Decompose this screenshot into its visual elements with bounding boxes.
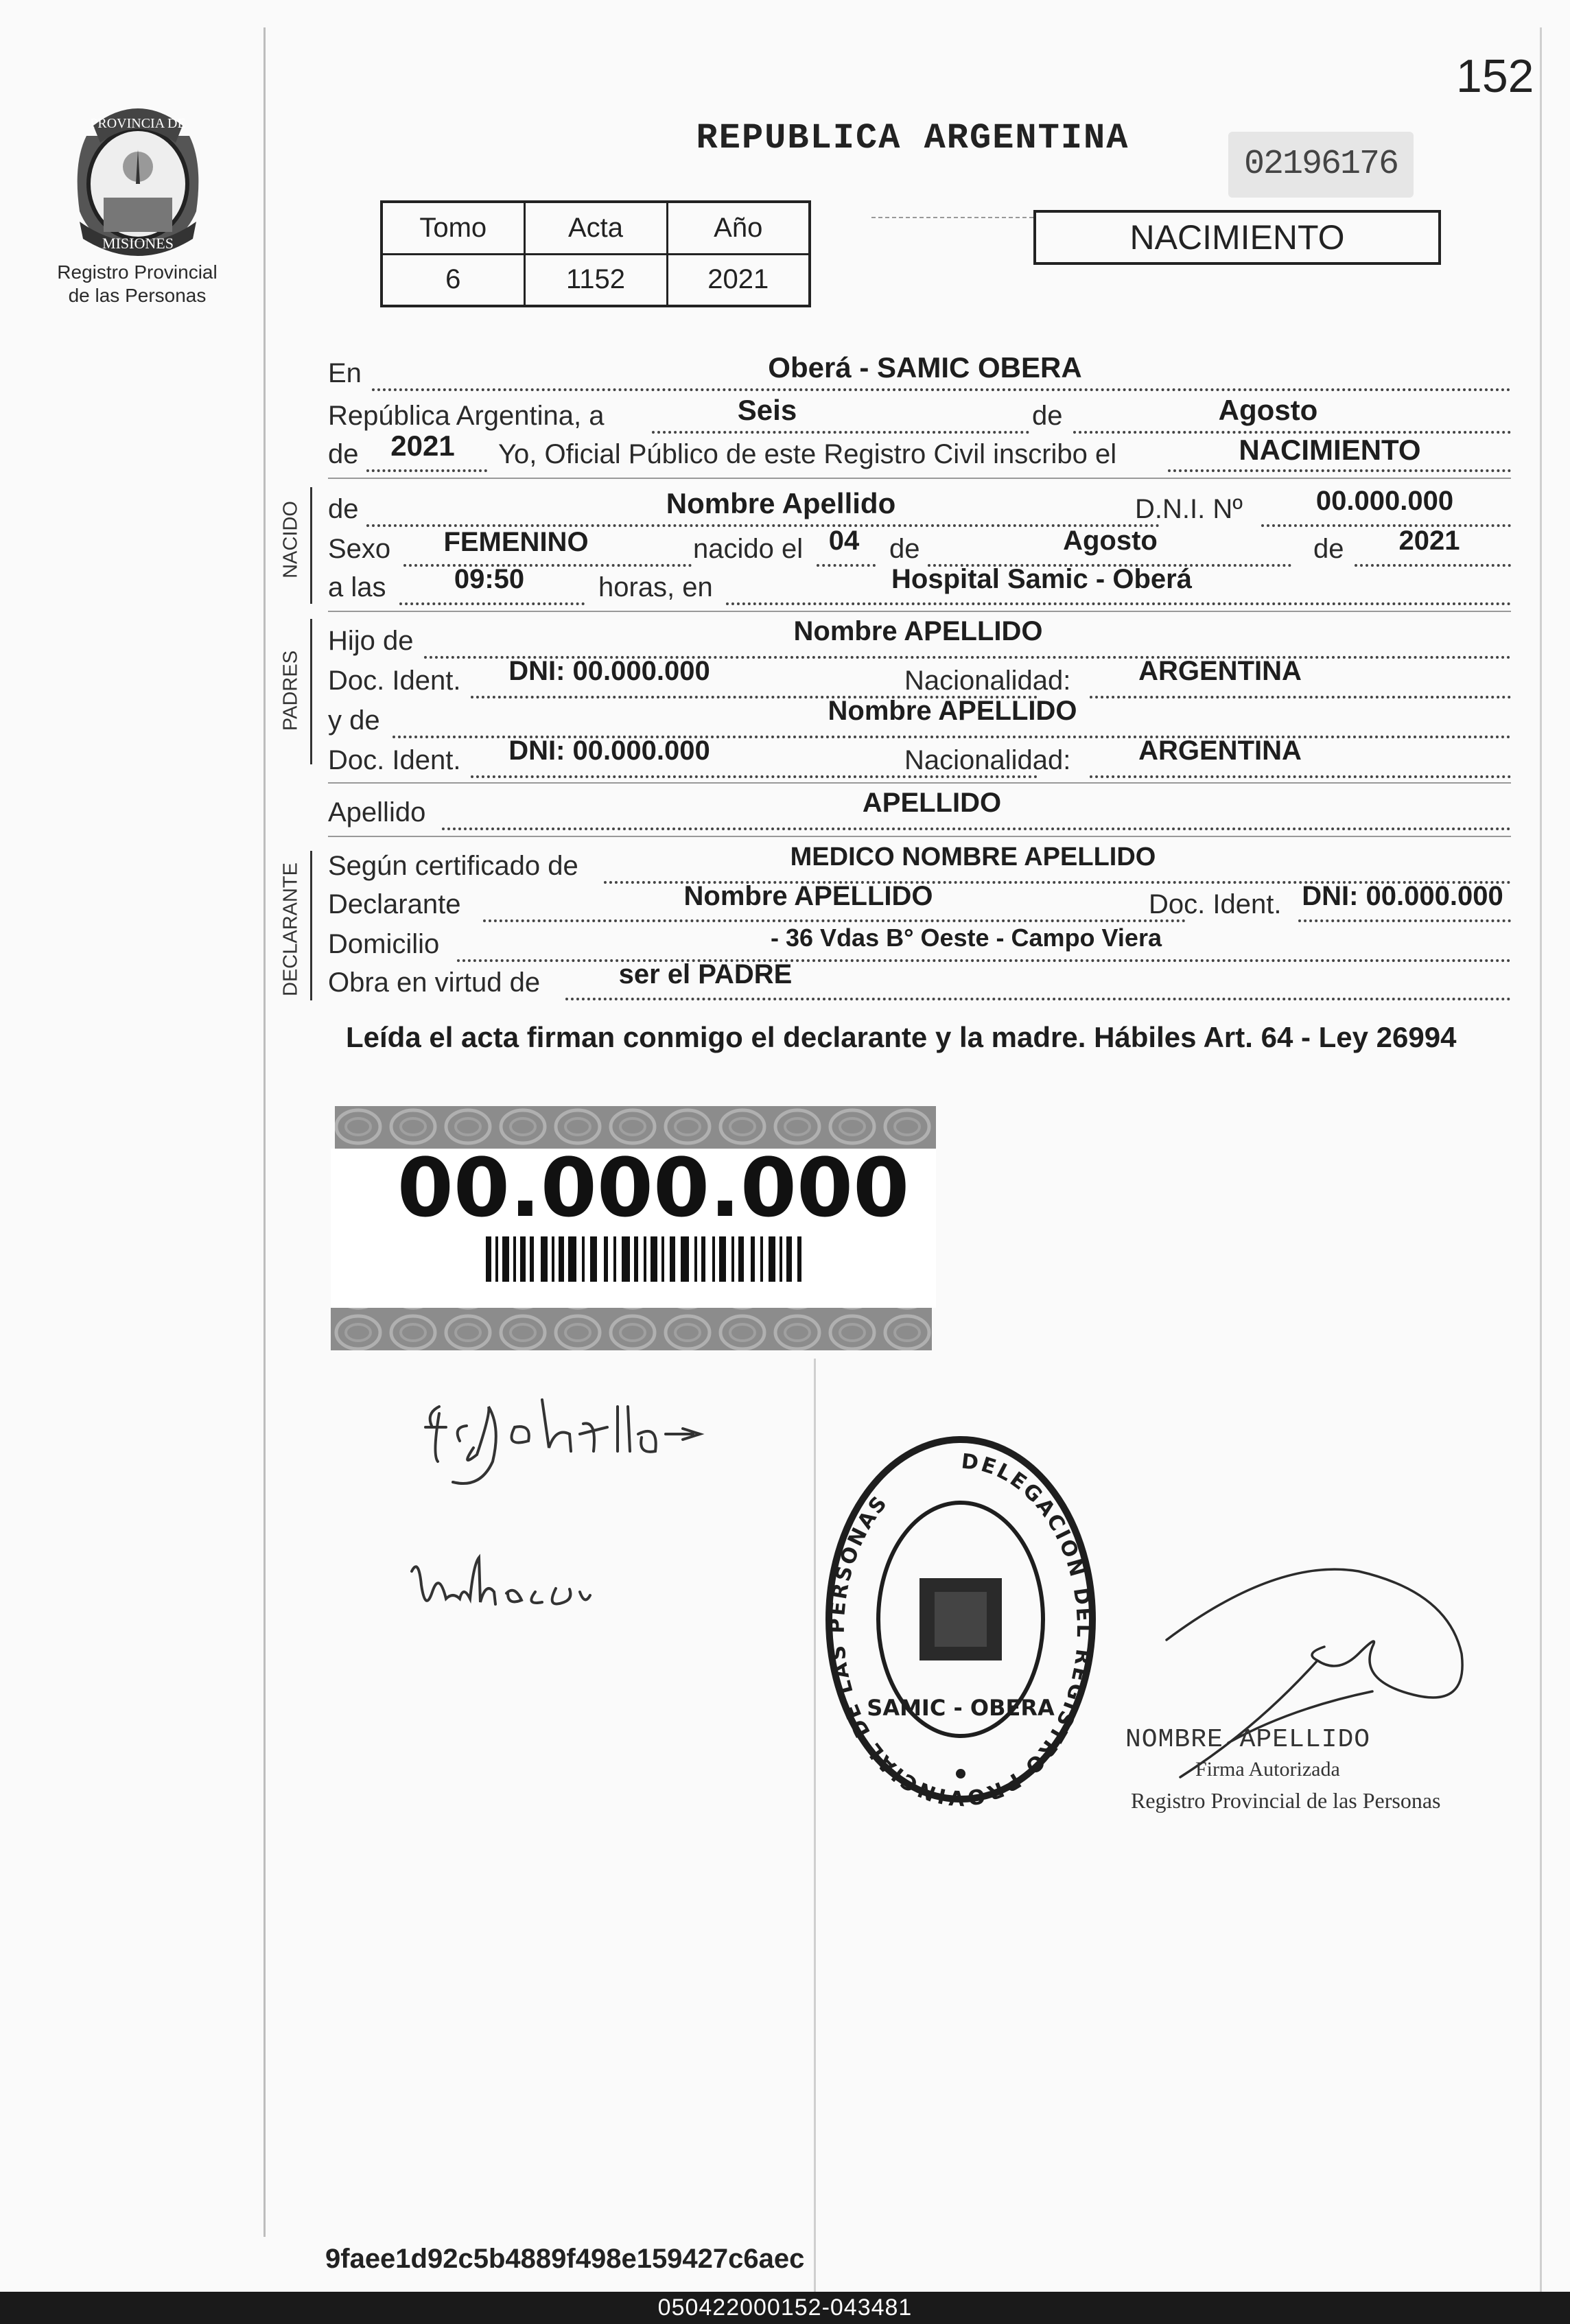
- label-doc-ident-declarante: Doc. Ident.: [1149, 889, 1282, 919]
- declarante-bar: [310, 851, 312, 1000]
- row-madre-doc: [328, 736, 1511, 781]
- dni-barcode-sticker: [331, 1106, 936, 1354]
- label-doc-ident-madre: Doc. Ident.: [328, 745, 461, 775]
- authorizer-role: Firma Autorizada: [1195, 1758, 1340, 1781]
- value-lugar-nac: Hospital Samic - Oberá: [891, 564, 1192, 594]
- padres-bar: [310, 619, 312, 764]
- dots-padre-nac: [1090, 696, 1511, 699]
- dots-anio: [366, 469, 487, 472]
- stamp-outer-text: DELEGACIÓN DEL REGISTRO PROVINCIAL DE LAS PERSONAS: [825, 1449, 1097, 1810]
- row-apellido: [328, 788, 1511, 833]
- authorizer-org: Registro Provincial de las Personas: [1131, 1788, 1441, 1813]
- declarante-signature: [412, 1386, 741, 1510]
- registry-line2: de las Personas: [68, 285, 207, 306]
- label-horas-en: horas, en: [598, 572, 713, 602]
- value-madre-nac: ARGENTINA: [1138, 736, 1302, 766]
- province-seal-logo: [66, 95, 210, 259]
- label-obra: Obra en virtud de: [328, 967, 541, 998]
- divider-4: [328, 836, 1511, 837]
- dots-declarante-doc: [1298, 919, 1511, 922]
- label-de-anio: de: [328, 439, 359, 469]
- row-nombre: [328, 486, 1511, 530]
- value-dia-texto: Seis: [737, 394, 797, 426]
- book-header-row: [382, 202, 810, 254]
- value-anio-nac: 2021: [1398, 526, 1460, 556]
- value-sexo: FEMENINO: [443, 527, 589, 557]
- value-obra: ser el PADRE: [618, 959, 793, 989]
- label-de-nombre: de: [328, 494, 359, 524]
- label-hijo-de: Hijo de: [328, 626, 414, 656]
- value-padre-doc: DNI: 00.000.000: [508, 656, 710, 686]
- value-padre-nac: ARGENTINA: [1138, 656, 1302, 686]
- value-declarante: Nombre APELLIDO: [683, 881, 933, 911]
- value-padre: Nombre APELLIDO: [793, 616, 1043, 646]
- left-margin-line: [263, 27, 266, 2237]
- label-apellido: Apellido: [328, 797, 426, 828]
- right-margin-line: [1540, 27, 1542, 2292]
- signing-notice: Leída el acta firman conmigo el declarante y la madre. Hábiles Art. 64 - Ley 26994: [346, 1021, 1457, 1053]
- header-tomo: Tomo: [382, 202, 524, 254]
- header-acta: Acta: [524, 202, 667, 254]
- value-tipo: NACIMIENTO: [1239, 434, 1421, 466]
- stamp-inner-text: SAMIC - OBERA: [867, 1695, 1055, 1721]
- barcode-icon: [486, 1236, 801, 1282]
- value-anio: 2021: [667, 254, 810, 306]
- page-number: 152: [1456, 50, 1534, 102]
- label-nacionalidad-padre: Nacionalidad:: [904, 666, 1071, 696]
- label-en: En: [328, 358, 362, 388]
- row-en: [328, 351, 1511, 394]
- section-label-declarante: DECLARANTE: [279, 862, 302, 996]
- value-dia-nac: 04: [828, 526, 860, 556]
- document-hash: 9faee1d92c5b4889f498e159427c6aec: [325, 2244, 805, 2274]
- label-nacido-el: nacido el: [693, 534, 804, 564]
- book-reference-table: [380, 200, 811, 307]
- dots-anio-nac: [1355, 564, 1511, 567]
- authorizer-name: NOMBRE APELLIDO: [1125, 1725, 1371, 1754]
- sticker-dni-number: 00.000.000: [397, 1140, 910, 1235]
- label-nacionalidad-madre: Nacionalidad:: [904, 745, 1071, 775]
- dots-en: [372, 388, 1511, 391]
- oficial-signature: [1153, 1551, 1482, 1791]
- dots-hora: [399, 602, 585, 605]
- value-domicilio: - 36 Vdas B° Oeste - Campo Viera: [771, 924, 1162, 952]
- dots-tipo: [1168, 469, 1511, 472]
- value-lugar: Oberá - SAMIC OBERA: [768, 351, 1082, 384]
- value-hora: 09:50: [454, 564, 525, 594]
- value-mes-texto: Agosto: [1218, 394, 1318, 426]
- row-declarante: [328, 881, 1511, 925]
- label-a-las: a las: [328, 572, 386, 602]
- label-de-anio-nac: de: [1313, 534, 1344, 564]
- label-declarante: Declarante: [328, 889, 461, 919]
- value-certificado: MEDICO NOMBRE APELLIDO: [790, 843, 1156, 871]
- row-domicilio: [328, 924, 1511, 965]
- value-acta: 1152: [524, 254, 667, 306]
- label-yo: Yo, Oficial Público de este Registro Civil inscribo el: [498, 439, 1117, 469]
- footer-code-bar: 050422000152-043481: [0, 2292, 1570, 2324]
- value-madre: Nombre APELLIDO: [828, 696, 1077, 726]
- label-domicilio: Domicilio: [328, 929, 440, 959]
- label-segun-cert: Según certificado de: [328, 851, 578, 881]
- section-label-nacido: NACIDO: [279, 501, 302, 578]
- seal-top-text: PROVINCIA DE: [90, 116, 186, 131]
- center-fold-line: [814, 1359, 816, 2292]
- value-nombre: Nombre Apellido: [666, 487, 896, 519]
- dots-obra: [565, 998, 1511, 1000]
- label-dni-no: D.N.I. Nº: [1135, 494, 1243, 524]
- madre-signature: [405, 1544, 611, 1626]
- dots-dia: [652, 431, 1029, 434]
- value-mes-nac: Agosto: [1063, 526, 1158, 556]
- dots-lugar-nac: [726, 602, 1511, 605]
- label-republica: República Argentina, a: [328, 401, 605, 431]
- serial-number: 02196176: [1228, 132, 1414, 198]
- row-inscripcion: [328, 430, 1511, 475]
- value-apellido: APELLIDO: [862, 788, 1002, 818]
- row-obra: [328, 959, 1511, 1003]
- value-madre-doc: DNI: 00.000.000: [508, 736, 710, 766]
- header-divider: [871, 217, 1033, 218]
- document-title: REPUBLICA ARGENTINA: [696, 118, 1129, 159]
- registry-line1: Registro Provincial: [57, 261, 218, 283]
- section-label-padres: PADRES: [279, 650, 302, 731]
- value-tomo: 6: [382, 254, 524, 306]
- dots-madre-nac: [1090, 775, 1511, 778]
- seal-bottom-text: MISIONES: [102, 235, 174, 252]
- label-sexo: Sexo: [328, 534, 391, 564]
- divider-1: [328, 478, 1511, 479]
- nacido-bar: [310, 487, 312, 604]
- divider-3: [328, 782, 1511, 784]
- row-hora: [328, 564, 1511, 608]
- label-de-mes: de: [1032, 401, 1063, 431]
- acta-type-box: NACIMIENTO: [1033, 210, 1441, 265]
- value-anio: 2021: [390, 430, 455, 462]
- value-declarante-doc: DNI: 00.000.000: [1302, 881, 1503, 911]
- divider-2: [328, 611, 1511, 612]
- header-anio: Año: [667, 202, 810, 254]
- book-value-row: [382, 254, 810, 306]
- value-dni: 00.000.000: [1315, 486, 1454, 516]
- registry-caption: [34, 261, 240, 307]
- label-y-de: y de: [328, 705, 380, 736]
- registry-stamp: [817, 1427, 1105, 1811]
- label-doc-ident-padre: Doc. Ident.: [328, 666, 461, 696]
- dots-declarante: [483, 919, 1186, 922]
- dots-apellido: [442, 828, 1511, 830]
- label-de-mes-nac: de: [889, 534, 920, 564]
- row-republica: [328, 394, 1511, 436]
